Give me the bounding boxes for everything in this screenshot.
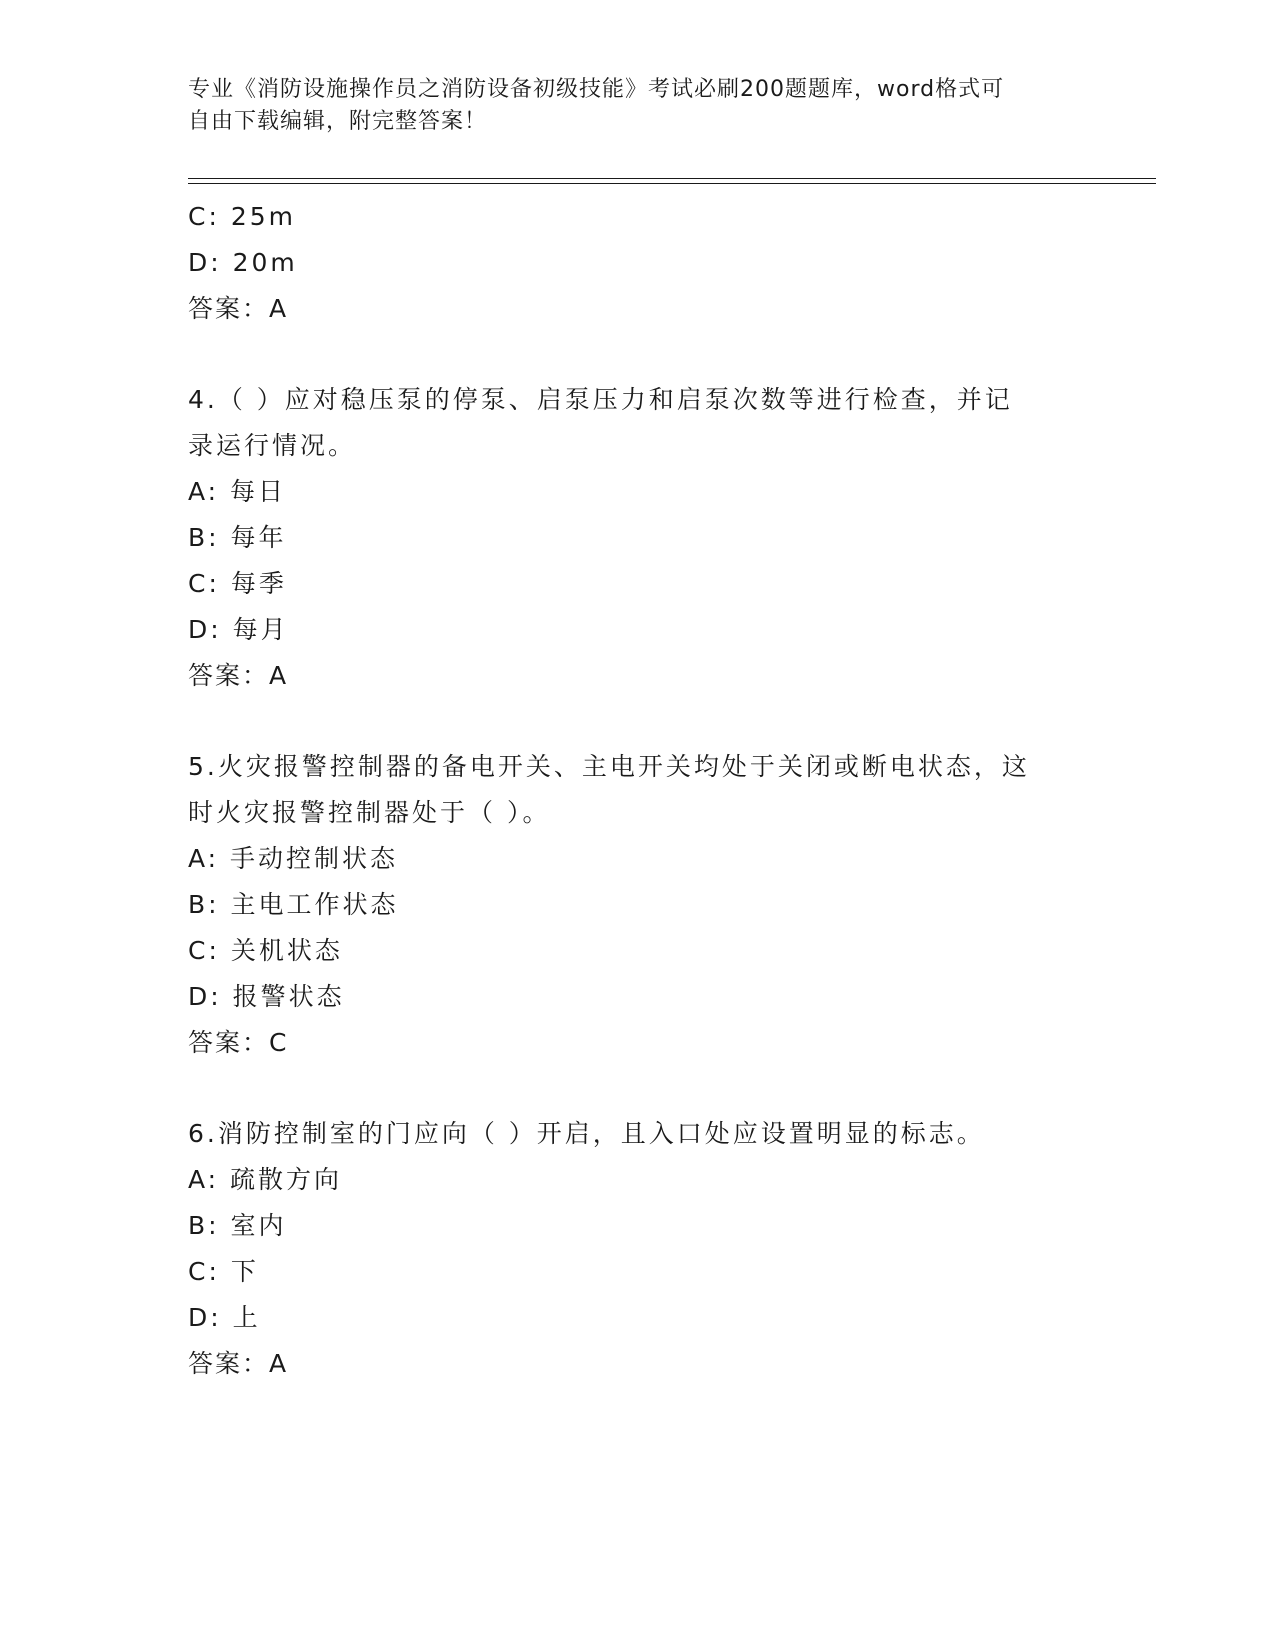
option-c: C: 25m [188, 202, 296, 231]
answer-value: C [269, 1028, 287, 1057]
option-d: D: 20m [188, 248, 298, 277]
spacer [188, 332, 1088, 377]
question-stem-line-1: 5.火灾报警控制器的备电开关、主电开关均处于关闭或断电状态，这 [188, 752, 1030, 781]
answer-label: 答案： [188, 1349, 270, 1378]
question-stem-line-1: 6.消防控制室的门应向（ ）开启，且入口处应设置明显的标志。 [188, 1119, 985, 1148]
question-stem-line-2: 录运行情况。 [188, 431, 357, 460]
header-line-2: 自由下载编辑，附完整答案！ [188, 109, 488, 134]
document-header [188, 74, 1068, 138]
option-c: C: 关机状态 [188, 936, 343, 965]
option-c: C: 每季 [188, 569, 287, 598]
answer-line [188, 1341, 1088, 1387]
option-a: A: 疏散方向 [188, 1165, 343, 1194]
option-a: A: 每日 [188, 477, 287, 506]
spacer [188, 699, 1088, 744]
answer-line [188, 653, 1088, 699]
question-list [188, 194, 1088, 1387]
option-b: B: 室内 [188, 1211, 287, 1240]
question-stem-line-2: 时火灾报警控制器处于（ ）。 [188, 798, 551, 827]
question-5 [188, 744, 1088, 1066]
answer-label: 答案： [188, 661, 270, 690]
question-stem-line-1: 4.（ ）应对稳压泵的停泵、启泵压力和启泵次数等进行检查，并记 [188, 385, 1013, 414]
option-d: D: 每月 [188, 615, 289, 644]
answer-line [188, 1020, 1088, 1066]
answer-line [188, 286, 1088, 332]
spacer [188, 1066, 1088, 1111]
option-b: B: 每年 [188, 523, 287, 552]
option-b: B: 主电工作状态 [188, 890, 399, 919]
option-d: D: 上 [188, 1303, 261, 1332]
header-rule-top [188, 178, 1156, 179]
header-line-1: 专业《消防设施操作员之消防设备初级技能》考试必刷200题题库，word格式可 [188, 77, 1005, 102]
answer-value: A [269, 294, 287, 323]
question-4 [188, 377, 1088, 699]
answer-value: A [269, 1349, 287, 1378]
question-6 [188, 1111, 1088, 1387]
question-3 [188, 194, 1088, 332]
answer-value: A [269, 661, 287, 690]
option-a: A: 手动控制状态 [188, 844, 399, 873]
option-c: C: 下 [188, 1257, 259, 1286]
answer-label: 答案： [188, 1028, 270, 1057]
header-rule-bottom [188, 183, 1156, 184]
answer-label: 答案： [188, 294, 270, 323]
option-d: D: 报警状态 [188, 982, 345, 1011]
